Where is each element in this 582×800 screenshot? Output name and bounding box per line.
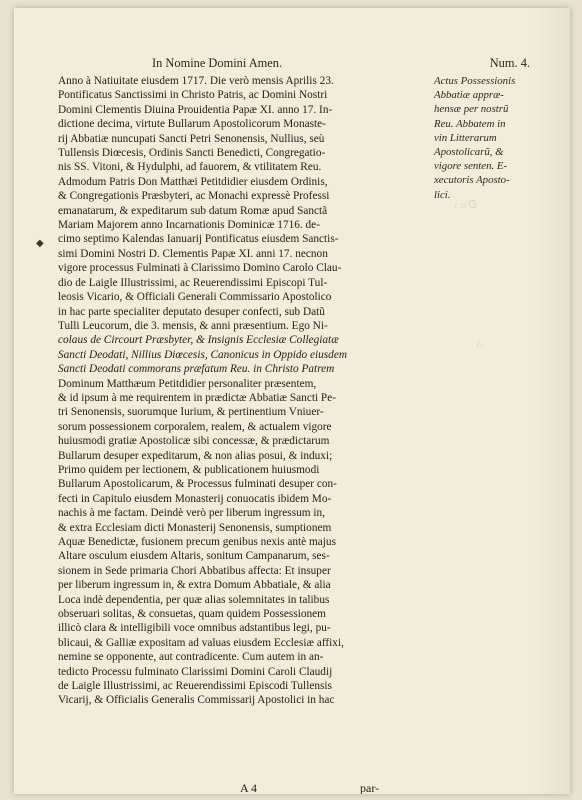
text-line: per liberum ingressum in, & extra Domum Abbatiale, & alia — [58, 579, 331, 592]
page-number: Num. 4. — [489, 56, 530, 70]
text-line: Tulli Leucorum, die 3. mensis, & anni præsentium. Ego Ni- — [58, 319, 328, 332]
margin-note-line: lici. — [434, 188, 451, 201]
document-page — [14, 8, 570, 794]
text-line: Pontificatus Sanctissimi in Christo Patris, ac Domini Nostri — [58, 89, 328, 102]
text-line: nachis à me factam. Deindè verò per liberum ingressum in, — [58, 507, 325, 520]
text-line: Bullarum Apostolicarum, & Processus fulminati desuper con- — [58, 478, 337, 491]
text-line: rij Abbatiæ nuncupati Sancti Petri Senonensis, Nullius, seù — [58, 132, 325, 145]
text-line: colaus de Circourt Præsbyter, & Insignis Ecclesiæ Collegiatæ — [58, 334, 339, 347]
margin-note — [434, 74, 544, 202]
header-title: In Nomine Domini Amen. — [152, 56, 283, 70]
text-line: obseruari solitas, & consuetas, quam quidem Possessionem — [58, 608, 326, 621]
text-line: Admodum Patris Don Matthæi Petitdidier eiusdem Ordinis, — [58, 175, 328, 188]
text-line: Sancti Deodati, Nillius Diœcesis, Canonicus in Oppido eiusdem — [58, 348, 347, 361]
text-line: Aquæ Benedictæ, fusionem precum genibus nexis antè majus — [58, 536, 336, 548]
text-line: Vicarij, & Officialis Generalis Commissarij Apostolici in hac — [58, 694, 335, 707]
catchword: par- — [360, 781, 380, 794]
bleed-through-text: Ꝺ ɑ ɿ — [454, 199, 478, 211]
text-line: fecti in Capitulo eiusdem Monasterij conuocatis ibidem Mo- — [58, 492, 332, 505]
margin-note-line: vin Litterarum — [434, 131, 497, 144]
text-line: nemine se opponente, aut contradicente. Cum autem in an- — [58, 651, 324, 664]
text-line: sionem in Sede primaria Chori Abbatibus affecta: Et insuper — [58, 564, 331, 577]
margin-bullet-icon: ◆ — [36, 238, 44, 249]
margin-note-line: Apostolicarũ, & — [434, 146, 504, 159]
margin-note-line: xecutoris Aposto- — [434, 174, 510, 187]
margin-note-line: Actus Possessionis — [434, 75, 516, 87]
text-line: Mariam Majorem anno Incarnationis Dominicæ 1716. de- — [58, 219, 320, 232]
text-line: Domini Clementis Diuina Prouidentia Papæ XI. anno 17. In- — [58, 103, 333, 116]
text-line: simi Domini Nostri D. Clementis Papæ XI. anni 17. necnon — [58, 247, 328, 260]
page-footer — [14, 781, 570, 794]
text-line: huiusmodi gratiæ Apostolicæ sibi concessæ, & prædictarum — [58, 435, 330, 448]
text-line: tri Senonensis, suorumque Iurium, & pertinentium Vniuer- — [58, 406, 324, 419]
text-line: Altare osculum eiusdem Altaris, sonitum Campanarum, ses- — [58, 550, 330, 563]
text-line: Anno à Natiuitate eiusdem 1717. Die verò mensis Aprilis 23. — [58, 75, 334, 87]
text-line: blicaui, & Galliæ expositam ad valuas eiusdem Ecclesiæ affixi, — [58, 636, 344, 649]
text-line: dictione decima, virtute Bullarum Apostolicorum Monaste- — [58, 118, 326, 131]
text-line: de Laigle Illustrissimi, ac Reuerendissimi Episcodi Tullensis — [58, 680, 332, 693]
margin-note-line: vigore senten. E- — [434, 160, 508, 173]
page-header — [14, 56, 570, 72]
signature-mark: A 4 — [240, 781, 258, 794]
text-line: & id ipsum à me requirentem in prædictæ Abbatiæ Sancti Pe- — [58, 391, 336, 404]
margin-note-line: hensæ per nostrũ — [434, 103, 509, 116]
bleed-through-text: A — [476, 339, 483, 351]
text-line: nis SS. Vitoni, & Hydulphi, ad fauorem, & vtilitatem Reu. — [58, 161, 322, 174]
text-line: in hac parte specialiter deputato desuper confecti, sub Datũ — [58, 305, 325, 318]
main-text-block — [58, 74, 428, 708]
text-line: vigore processus Fulminati à Clarissimo Domino Carolo Clau- — [58, 262, 342, 275]
margin-note-line: Abbatiæ appræ- — [434, 89, 504, 102]
text-line: & extra Ecclesiam dicti Monasterij Senonensis, sumptionem — [58, 521, 332, 534]
text-line: sorum possessionem corporalem, realem, & actualem vigore — [58, 420, 332, 433]
text-line: Bullarum desuper expeditarum, & non alias posui, & induxi; — [58, 449, 333, 462]
text-line: dio de Laigle Illustrissimi, ac Reuerendissimi Episcopi Tul- — [58, 276, 328, 289]
text-line: tedicto Processu fulminato Clarissimi Domini Caroli Claudij — [58, 665, 333, 678]
text-line: Loca indè dependentia, per quæ alias solemnitates in talibus — [58, 593, 330, 606]
text-line: illicò clara & intelligibili voce omnibus adstantibus legi, pu- — [58, 622, 331, 635]
text-line: Sancti Deodati commorans præfatum Reu. in Christo Patrem — [58, 363, 335, 376]
text-line: Tullensis Diœcesis, Ordinis Sancti Benedicti, Congregatio- — [58, 147, 326, 160]
margin-note-line: Reu. Abbatem in — [434, 117, 506, 130]
text-line: Primo quidem per lectionem, & publicationem huiusmodi — [58, 463, 320, 476]
text-line: Dominum Matthæum Petitdidier personaliter præsentem, — [58, 377, 317, 390]
text-line: cimo septimo Kalendas Ianuarij Pontificatus eiusdem Sanctis- — [58, 233, 339, 246]
text-line: & Congregationis Præsbyteri, ac Monachi expressè Professi — [58, 190, 330, 203]
text-line: emanatarum, & expeditarum sub datum Romæ apud Sanctã — [58, 204, 328, 217]
text-line: leosis Vicario, & Officiali Generali Commissario Apostolico — [58, 291, 332, 304]
